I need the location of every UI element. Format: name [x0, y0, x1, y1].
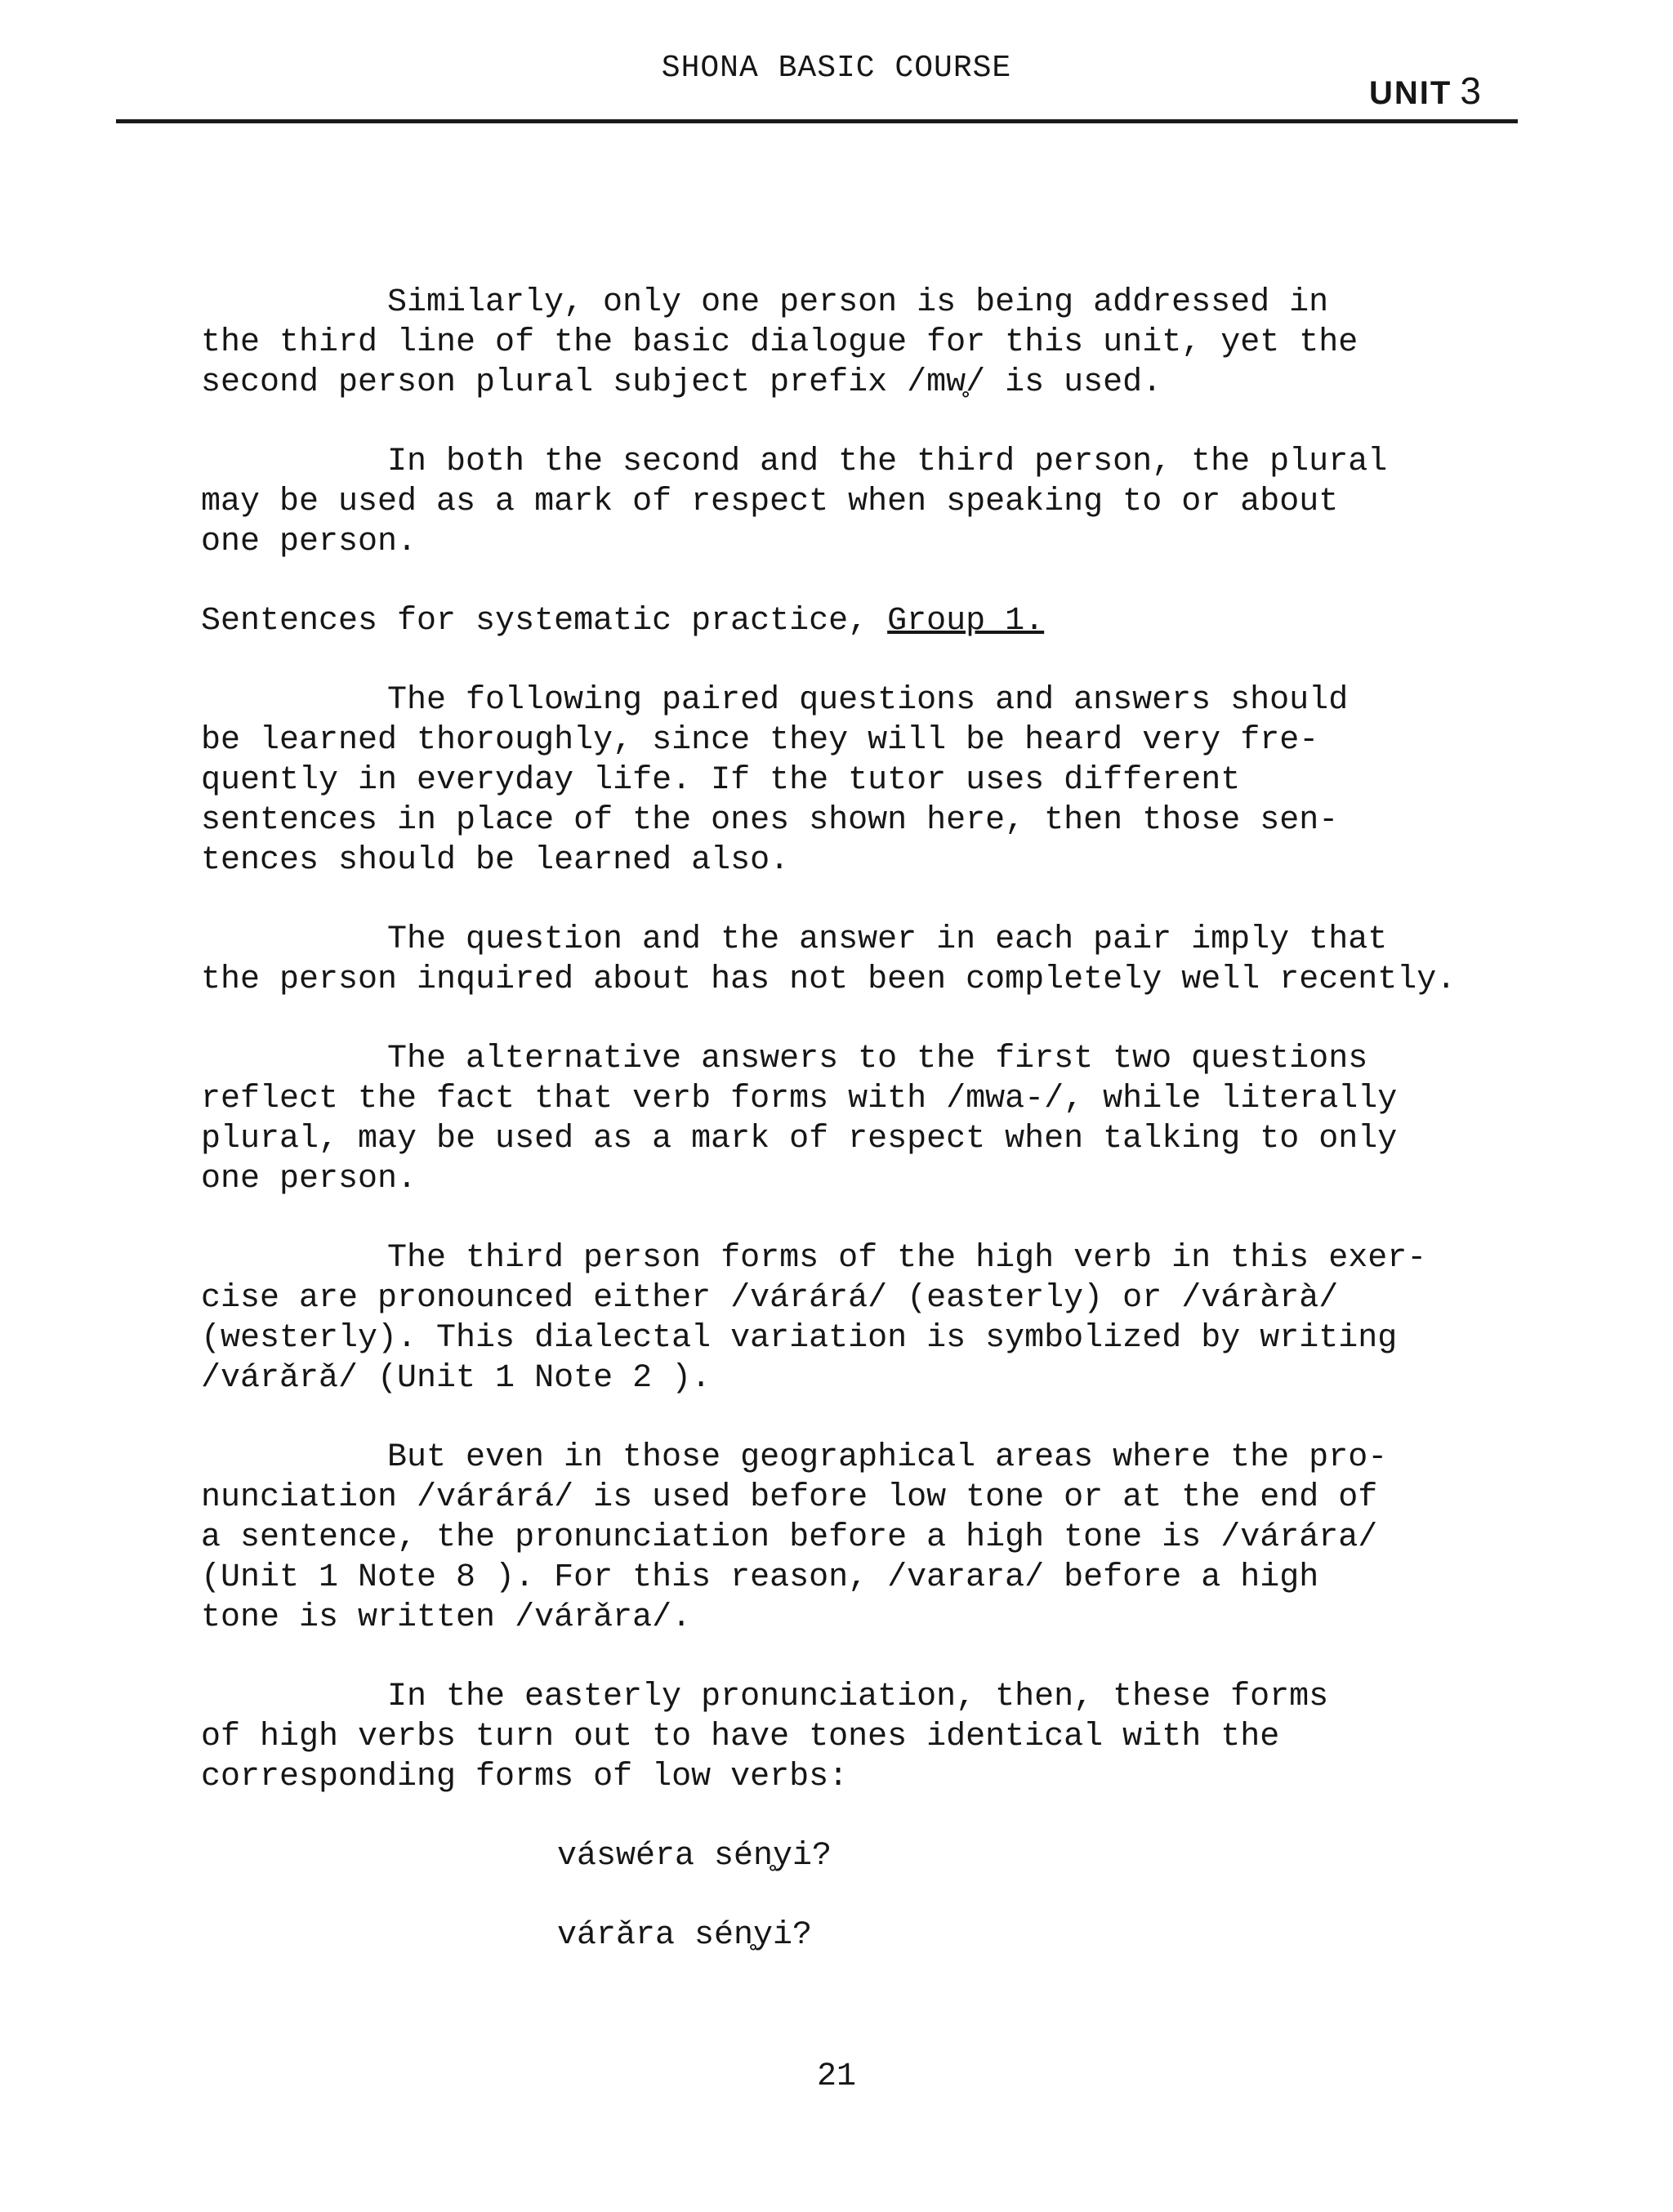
- paragraph-paired-questions: The following paired questions and answers should be learned thoroughly, since they will be heard very fre- quently in everyday life. If the tutor uses different sentences in place of the ones shown here, then those sen- tences should be learned also.: [201, 682, 1349, 879]
- section-heading-text: Sentences for systematic practice,: [201, 603, 888, 640]
- paragraph-plural-respect: In both the second and the third person, the plural may be used as a mark of respect when speaking to or about one person.: [201, 444, 1388, 560]
- example-sentence-1: váswéra sén̥yi?: [557, 1838, 832, 1875]
- header-rule: [116, 119, 1518, 123]
- unit-label: [1369, 69, 1483, 113]
- paragraph-dialectal-variation: The third person forms of the high verb in this exer- cise are pronounced either /várárá/ (easterly) or /váràrà/ (westerly). This dialectal variation is symbolized by writing /várǎrǎ/ (Unit 1 Note 2 ).: [201, 1240, 1427, 1397]
- paragraph-easterly: In the easterly pronunciation, then, these forms of high verbs turn out to have tones identical with the corresponding forms of low verbs:: [201, 1679, 1329, 1795]
- running-title: SHONA BASIC COURSE: [661, 51, 1012, 86]
- example-sentence-2: várǎra sén̥yi?: [557, 1917, 813, 1954]
- paragraph-pronunciation: But even in those geographical areas where the pro- nunciation /várárá/ is used before low tone or at the end of a sentence, the pronunciation before a high tone is /várára/ (Unit 1 Note 8 ). For this reason, /varara/ before a high tone is written /várǎra/.: [201, 1439, 1388, 1636]
- page-number: 21: [816, 2058, 856, 2095]
- paragraph-alternative-answers: The alternative answers to the first two questions reflect the fact that verb forms with /mwa-/, while literally plural, may be used as a mark of respect when talking to only one person.: [201, 1041, 1398, 1197]
- page-body: [201, 283, 1557, 1995]
- unit-number: 3: [1460, 69, 1483, 112]
- paragraph-question-answer: The question and the answer in each pair imply that the person inquired about has not been completely well recently.: [201, 921, 1457, 998]
- paragraph-subject-prefix: Similarly, only one person is being addressed in the third line of the basic dialogue for this unit, yet the second person plural subject prefix /mw̥/ is used.: [201, 284, 1358, 401]
- section-heading: [201, 601, 1557, 641]
- unit-label-text: UNIT: [1369, 75, 1452, 111]
- section-group-label: Group 1.: [887, 603, 1045, 640]
